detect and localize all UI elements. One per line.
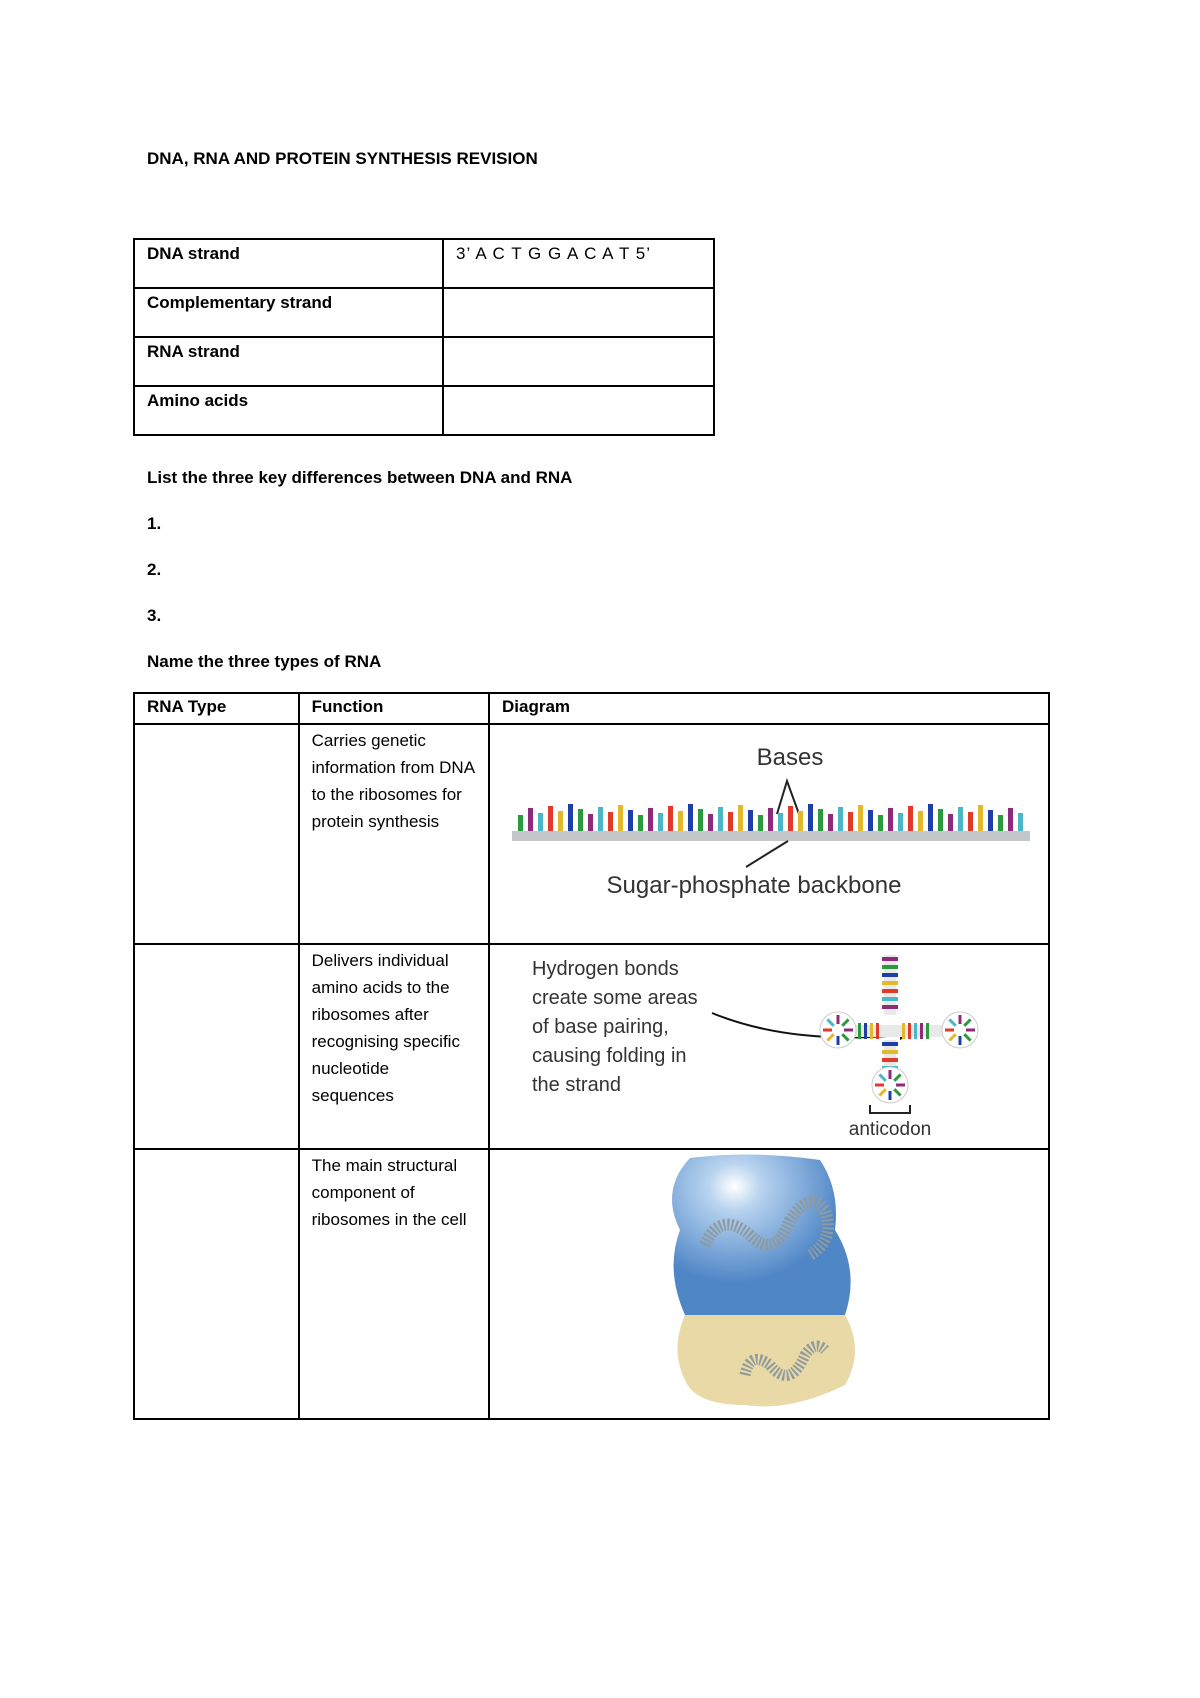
base — [968, 812, 973, 831]
base — [878, 815, 883, 831]
base — [538, 813, 543, 831]
base-pair — [858, 1023, 861, 1039]
bases-group — [518, 804, 1023, 831]
table-row — [134, 1149, 1049, 1419]
base — [798, 811, 803, 831]
differences-question: List the three key differences between DNA and RNA — [147, 468, 573, 487]
difference-item-1[interactable]: 1. — [147, 514, 162, 533]
base-pair — [882, 973, 898, 977]
difference-item-3[interactable]: 3. — [147, 606, 162, 625]
base — [748, 810, 753, 831]
base — [928, 804, 933, 831]
base — [738, 805, 743, 831]
base-pair — [870, 1023, 873, 1039]
base — [588, 814, 593, 831]
mrna-diagram — [490, 725, 1048, 938]
base — [978, 805, 983, 831]
base-pair — [882, 1058, 898, 1062]
base — [668, 806, 673, 831]
rna-types-table — [133, 692, 1050, 1420]
rna-strand-answer[interactable] — [443, 337, 714, 386]
base — [648, 808, 653, 831]
base — [698, 809, 703, 831]
base-pair — [864, 1023, 867, 1039]
base — [858, 805, 863, 831]
complementary-strand-label: Complementary strand — [134, 288, 443, 337]
amino-acids-label: Amino acids — [134, 386, 443, 435]
table-row — [134, 386, 714, 435]
base-pair — [882, 965, 898, 969]
rna-strand-label: RNA strand — [134, 337, 443, 386]
table-row — [134, 337, 714, 386]
base — [688, 804, 693, 831]
amino-acids-answer[interactable] — [443, 386, 714, 435]
base — [758, 815, 763, 831]
mrna-diagram-cell — [489, 724, 1049, 944]
base-pair — [926, 1023, 929, 1039]
base — [548, 806, 553, 831]
trna-diagram — [490, 945, 1048, 1143]
base-pair — [908, 1023, 911, 1039]
base-pair — [882, 1005, 898, 1009]
base — [998, 815, 1003, 831]
backbone-pointer — [746, 841, 788, 867]
header-rna-type: RNA Type — [134, 693, 299, 724]
base — [608, 812, 613, 831]
base-pair — [882, 1050, 898, 1054]
base — [1008, 808, 1013, 831]
base-pair — [902, 1023, 905, 1039]
base — [558, 811, 563, 831]
base — [598, 807, 603, 831]
base-pair — [882, 1042, 898, 1046]
dna-strand-value: 3’ A C T G G A C A T 5’ — [443, 239, 714, 288]
base — [868, 810, 873, 831]
trna-caption-line-1: Hydrogen bonds — [532, 958, 679, 980]
table-header-row — [134, 693, 1049, 724]
ribosome-small-subunit — [678, 1315, 856, 1406]
base-pair — [920, 1023, 923, 1039]
trna-diagram-cell — [489, 944, 1049, 1149]
base — [768, 808, 773, 831]
backbone-label: Sugar-phosphate backbone — [606, 872, 902, 899]
base — [1018, 813, 1023, 831]
base — [578, 809, 583, 831]
table-row — [134, 944, 1049, 1149]
rrna-diagram — [490, 1150, 1048, 1413]
page-title: DNA, RNA AND PROTEIN SYNTHESIS REVISION — [147, 149, 538, 168]
header-diagram: Diagram — [489, 693, 1049, 724]
base — [778, 813, 783, 831]
trna-molecule — [820, 955, 978, 1103]
base — [518, 815, 523, 831]
base — [708, 814, 713, 831]
sequence-table — [133, 238, 715, 436]
base-pair — [914, 1023, 917, 1039]
base — [568, 804, 573, 831]
base-pair — [882, 981, 898, 985]
base — [528, 808, 533, 831]
base — [908, 806, 913, 831]
base-pair — [882, 989, 898, 993]
trna-caption-line-4: causing folding in — [532, 1045, 687, 1067]
base — [678, 811, 683, 831]
dna-strand-label: DNA strand — [134, 239, 443, 288]
base — [728, 812, 733, 831]
rna-types-question: Name the three types of RNA — [147, 652, 382, 671]
base — [658, 813, 663, 831]
bases-label: Bases — [756, 744, 824, 771]
header-function: Function — [299, 693, 489, 724]
base — [988, 810, 993, 831]
trna-caption-line-2: create some areas — [532, 987, 698, 1009]
rna-type-answer-1[interactable] — [134, 724, 299, 944]
base — [618, 805, 623, 831]
base-pair — [882, 997, 898, 1001]
base — [788, 806, 793, 831]
base — [718, 807, 723, 831]
base — [638, 815, 643, 831]
base — [628, 810, 633, 831]
complementary-strand-answer[interactable] — [443, 288, 714, 337]
base — [958, 807, 963, 831]
base — [918, 811, 923, 831]
table-row — [134, 239, 714, 288]
function-text-3: The main structural component of ribosomes in the cell — [299, 1149, 489, 1419]
trna-caption-line-3: of base pairing, — [532, 1016, 669, 1038]
base-pair — [882, 957, 898, 961]
base — [888, 808, 893, 831]
rna-type-answer-2[interactable] — [134, 944, 299, 1149]
table-row — [134, 724, 1049, 944]
anticodon-bracket — [870, 1105, 910, 1113]
base — [838, 807, 843, 831]
base — [848, 812, 853, 831]
base-pair — [876, 1023, 879, 1039]
base — [938, 809, 943, 831]
base — [898, 813, 903, 831]
base — [808, 804, 813, 831]
table-row — [134, 288, 714, 337]
trna-caption-line-5: the strand — [532, 1074, 621, 1096]
function-text-1: Carries genetic information from DNA to the ribosomes for protein synthesis — [299, 724, 489, 944]
base — [818, 809, 823, 831]
function-text-2: Delivers individual amino acids to the ribosomes after recognising specific nucleotide sequences — [299, 944, 489, 1149]
anticodon-label: anticodon — [848, 1119, 932, 1140]
rrna-diagram-cell — [489, 1149, 1049, 1419]
sugar-phosphate-backbone — [512, 831, 1030, 841]
base — [948, 814, 953, 831]
rna-type-answer-3[interactable] — [134, 1149, 299, 1419]
difference-item-2[interactable]: 2. — [147, 560, 162, 579]
base — [828, 814, 833, 831]
